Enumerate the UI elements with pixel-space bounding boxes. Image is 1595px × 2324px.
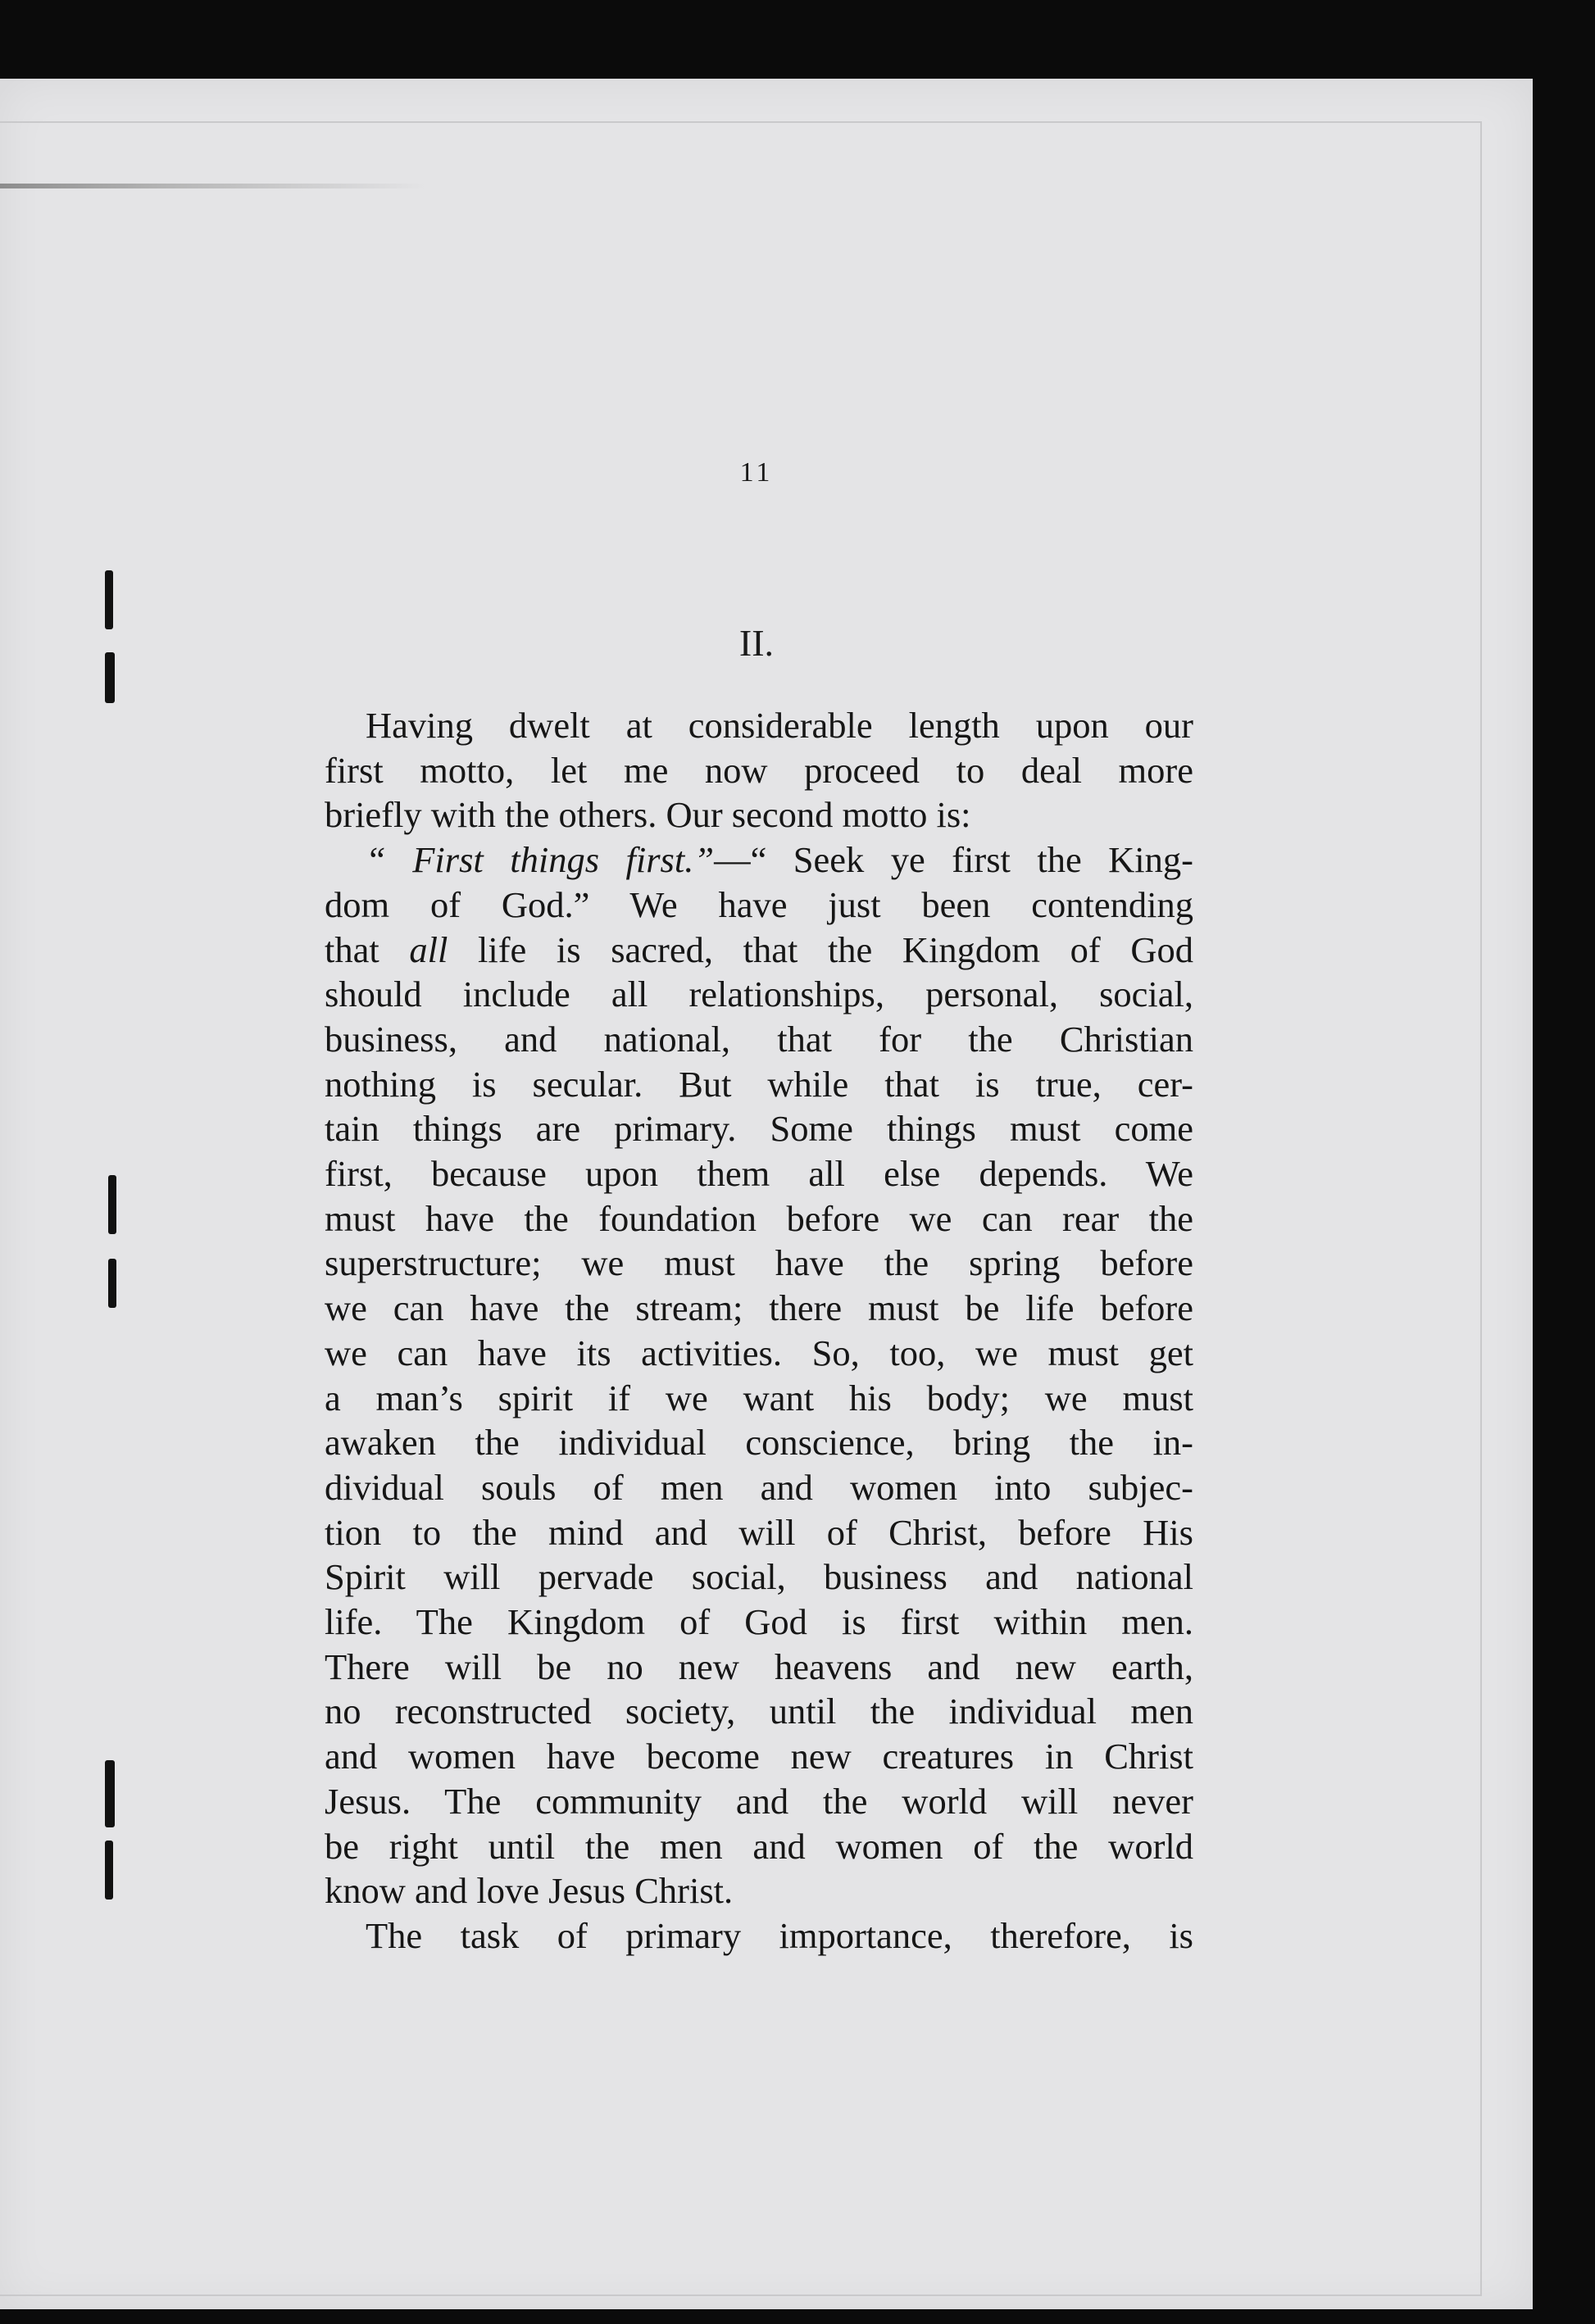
text-line — [325, 1510, 1193, 1555]
text-line-content: first, because upon them all else depends. We — [325, 1153, 1193, 1195]
text-line-content: we can have its activities. So, too, we must get — [325, 1332, 1193, 1373]
text-line-content: a man’s spirit if we want his body; we must — [325, 1377, 1193, 1418]
text-line — [325, 748, 1193, 793]
page-number: 11 — [739, 457, 774, 488]
text-line-content: business, and national, that for the Christian — [325, 1018, 1193, 1060]
text-line — [325, 1734, 1193, 1779]
text-line-content: The task of primary importance, therefore, is — [366, 1914, 1193, 1956]
text-line-pre: that — [325, 928, 379, 970]
text-line — [325, 1196, 1193, 1241]
text-line-content: Spirit will pervade social, business and national — [325, 1556, 1193, 1598]
text-line-content: no reconstructed society, until the individual men — [325, 1691, 1193, 1732]
text-line — [325, 1465, 1193, 1510]
text-line-content: tion to the mind and will of Christ, before His — [325, 1511, 1193, 1553]
text-line-content: briefly with the others. Our second motto is: — [325, 794, 971, 836]
text-line-content: should include all relationships, personal, social, — [325, 974, 1193, 1015]
text-line-content: Having dwelt at considerable length upon our — [366, 705, 1193, 746]
text-line — [325, 883, 1193, 928]
text-line — [325, 1286, 1193, 1331]
text-line — [325, 1645, 1193, 1690]
text-line-content: we can have the stream; there must be life before — [325, 1287, 1193, 1329]
text-line — [325, 1106, 1193, 1151]
margin-mark — [108, 1259, 116, 1308]
margin-mark — [105, 1841, 113, 1900]
text-line-content: dom of God.” We have just been contending — [325, 883, 1193, 925]
text-line-content: must have the foundation before we can rear the — [325, 1197, 1193, 1239]
text-line-content: life is sacred, that the Kingdom of God — [477, 928, 1193, 970]
text-line — [325, 792, 1193, 837]
margin-mark — [108, 1175, 116, 1234]
text-line — [325, 837, 1193, 883]
text-line — [325, 1555, 1193, 1600]
text-line — [325, 1600, 1193, 1645]
text-line-content: first motto, let me now proceed to deal more — [325, 749, 1193, 791]
text-line-content: tain things are primary. Some things must come — [325, 1108, 1193, 1150]
text-line — [325, 1151, 1193, 1196]
text-line-content: be right until the men and women of the world — [325, 1825, 1193, 1867]
torn-top-edge — [0, 184, 426, 188]
text-line — [325, 1824, 1193, 1869]
text-line — [325, 928, 1193, 973]
paper-page — [0, 79, 1533, 2309]
text-line-content: nothing is secular. But while that is true, cer- — [325, 1063, 1193, 1105]
text-line — [325, 1017, 1193, 1062]
text-line — [325, 1420, 1193, 1465]
text-line-content: There will be no new heavens and new earth, — [325, 1645, 1193, 1687]
text-line — [325, 1376, 1193, 1421]
text-line-content: dividual souls of men and women into subjec- — [325, 1466, 1193, 1508]
text-line — [325, 1062, 1193, 1107]
text-line — [325, 1779, 1193, 1824]
text-line-content: awaken the individual conscience, bring the in- — [325, 1422, 1193, 1464]
text-line-content: superstructure; we must have the spring before — [325, 1242, 1193, 1284]
margin-mark — [105, 1760, 115, 1827]
text-line — [325, 1868, 1193, 1913]
text-line-content: life. The Kingdom of God is first within men. — [325, 1601, 1193, 1643]
text-line-content: —“ Seek ye first the King- — [714, 839, 1193, 881]
text-line — [325, 972, 1193, 1017]
italic-text: “ First things first.” — [366, 839, 715, 881]
text-line-content: Jesus. The community and the world will never — [325, 1780, 1193, 1822]
text-line — [325, 1913, 1193, 1959]
body-text — [325, 703, 1193, 1959]
italic-text: all — [409, 928, 448, 970]
text-line-content: know and love Jesus Christ. — [325, 1870, 734, 1912]
text-line — [325, 703, 1193, 748]
text-line — [325, 1689, 1193, 1734]
text-line-content: and women have become new creatures in Christ — [325, 1736, 1193, 1777]
text-line — [325, 1241, 1193, 1286]
text-line — [325, 1331, 1193, 1376]
section-heading: II. — [738, 622, 775, 664]
